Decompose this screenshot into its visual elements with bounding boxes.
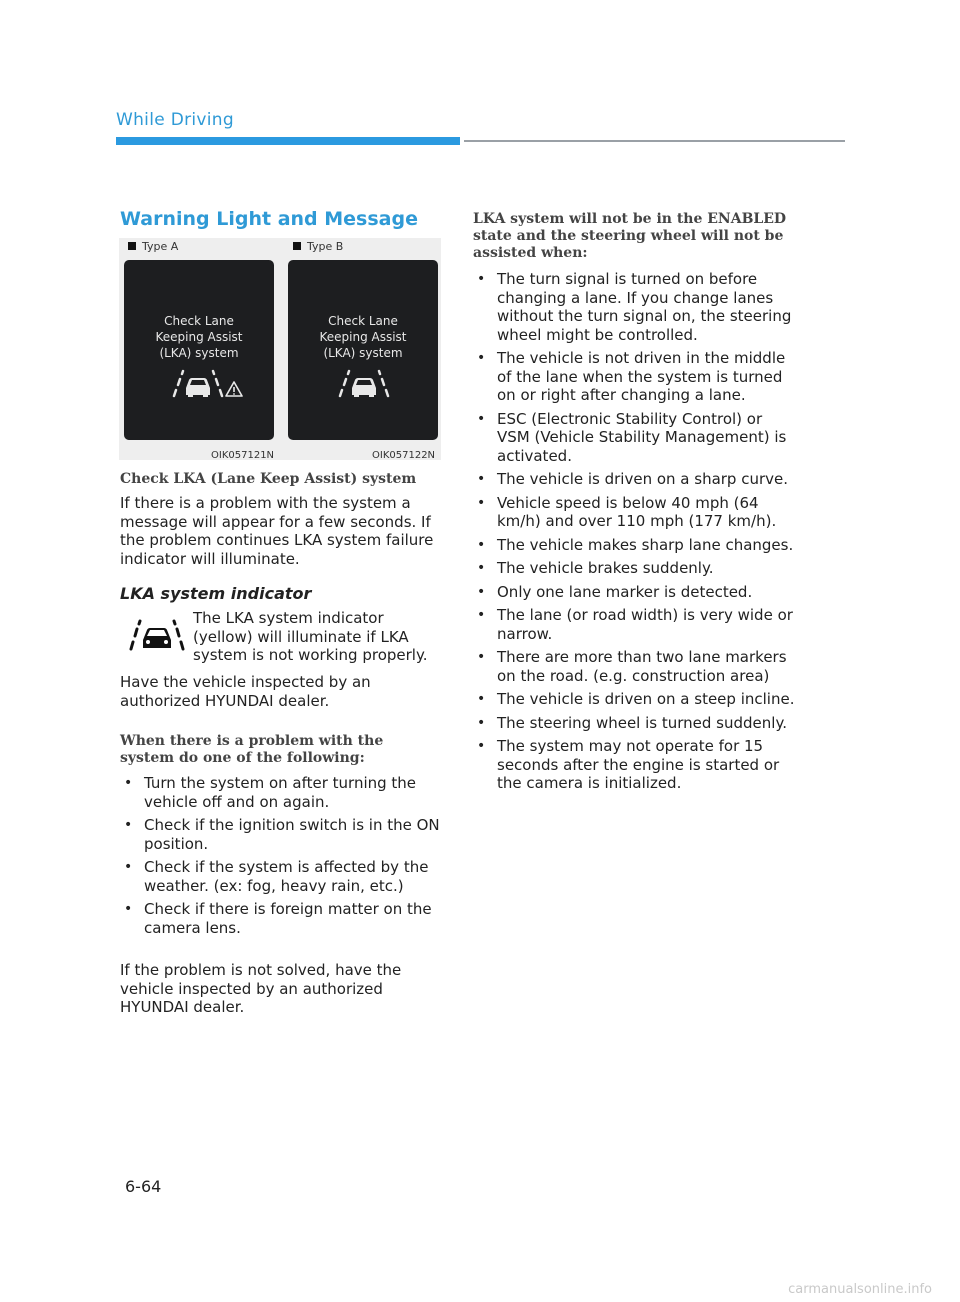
list-item: • The vehicle makes sharp lane changes. (473, 536, 799, 555)
watermark: carmanualsonline.info (788, 1282, 932, 1297)
list-item: • Check if the ignition switch is in the ON position. (120, 816, 444, 853)
inspect-text: Have the vehicle inspected by an authorized HYUNDAI dealer. (120, 673, 371, 710)
figure-code-b: OIK057122N (372, 450, 436, 461)
cluster-screen-type-a (124, 260, 274, 440)
list-item: • The turn signal is turned on before changing a lane. If you change lanes without the turn signal on, the steering wheel might be controlled. (473, 270, 799, 344)
not-enabled-list (473, 270, 799, 798)
list-item: • The vehicle is driven on a sharp curve. (473, 470, 799, 489)
list-item: • Only one lane marker is detected. (473, 583, 799, 602)
header-rule-gray (464, 140, 845, 142)
page-heading: Warning Light and Message (120, 208, 418, 230)
list-item: • There are more than two lane markers on the road. (e.g. construction area) (473, 648, 799, 685)
lka-indicator-icon (128, 618, 186, 652)
list-item: • The vehicle brakes suddenly. (473, 559, 799, 578)
section-title: While Driving (116, 110, 234, 130)
screen-message: Check Lane Keeping Assist (LKA) system (155, 314, 243, 360)
list-item: • Turn the system on after turning the vehicle off and on again. (120, 774, 444, 811)
bullet-square-icon (128, 242, 136, 250)
figure-type-b-label: Type B (293, 240, 343, 253)
list-item: • The lane (or road width) is very wide or narrow. (473, 606, 799, 643)
indicator-text: The LKA system indicator (yellow) will illuminate if LKA system is not working properly. (193, 609, 428, 664)
lka-warning-icon (124, 368, 274, 398)
not-enabled-heading: LKA system will not be in the ENABLED state and the steering wheel will not be assisted when: (473, 211, 787, 261)
figure-type-a-label: Type A (128, 240, 178, 253)
page-number: 6-64 (125, 1177, 162, 1196)
list-item: • The steering wheel is turned suddenly. (473, 714, 799, 733)
cluster-screen-type-b (288, 260, 438, 440)
list-item: • Vehicle speed is below 40 mph (64 km/h) and over 110 mph (177 km/h). (473, 494, 799, 531)
list-item: • The system may not operate for 15 seconds after the engine is started or the camera is initialized. (473, 737, 799, 793)
problem-list (120, 774, 444, 942)
list-item: • The vehicle is not driven in the middle of the lane when the system is turned on or right after changing a lane. (473, 349, 799, 405)
list-item: • Check if there is foreign matter on the camera lens. (120, 900, 444, 937)
screen-message: Check Lane Keeping Assist (LKA) system (319, 314, 407, 360)
list-item: • Check if the system is affected by the weather. (ex: fog, heavy rain, etc.) (120, 858, 444, 895)
check-lka-heading: Check LKA (Lane Keep Assist) system (120, 471, 417, 487)
bullet-square-icon (293, 242, 301, 250)
lka-icon (288, 368, 438, 398)
check-lka-paragraph: If there is a problem with the system a message will appear for a few seconds. If the problem continues LKA system failure indicator will illuminate. (120, 494, 434, 568)
problem-heading: When there is a problem with the system do one of the following: (120, 733, 384, 766)
closing-text: If the problem is not solved, have the vehicle inspected by an authorized HYUNDAI dealer. (120, 961, 402, 1016)
list-item: • The vehicle is driven on a steep incline. (473, 690, 799, 709)
indicator-heading: LKA system indicator (120, 584, 312, 603)
figure-code-a: OIK057121N (211, 450, 275, 461)
header-rule-blue (116, 137, 460, 145)
list-item: • ESC (Electronic Stability Control) or VSM (Vehicle Stability Management) is activated. (473, 410, 799, 466)
